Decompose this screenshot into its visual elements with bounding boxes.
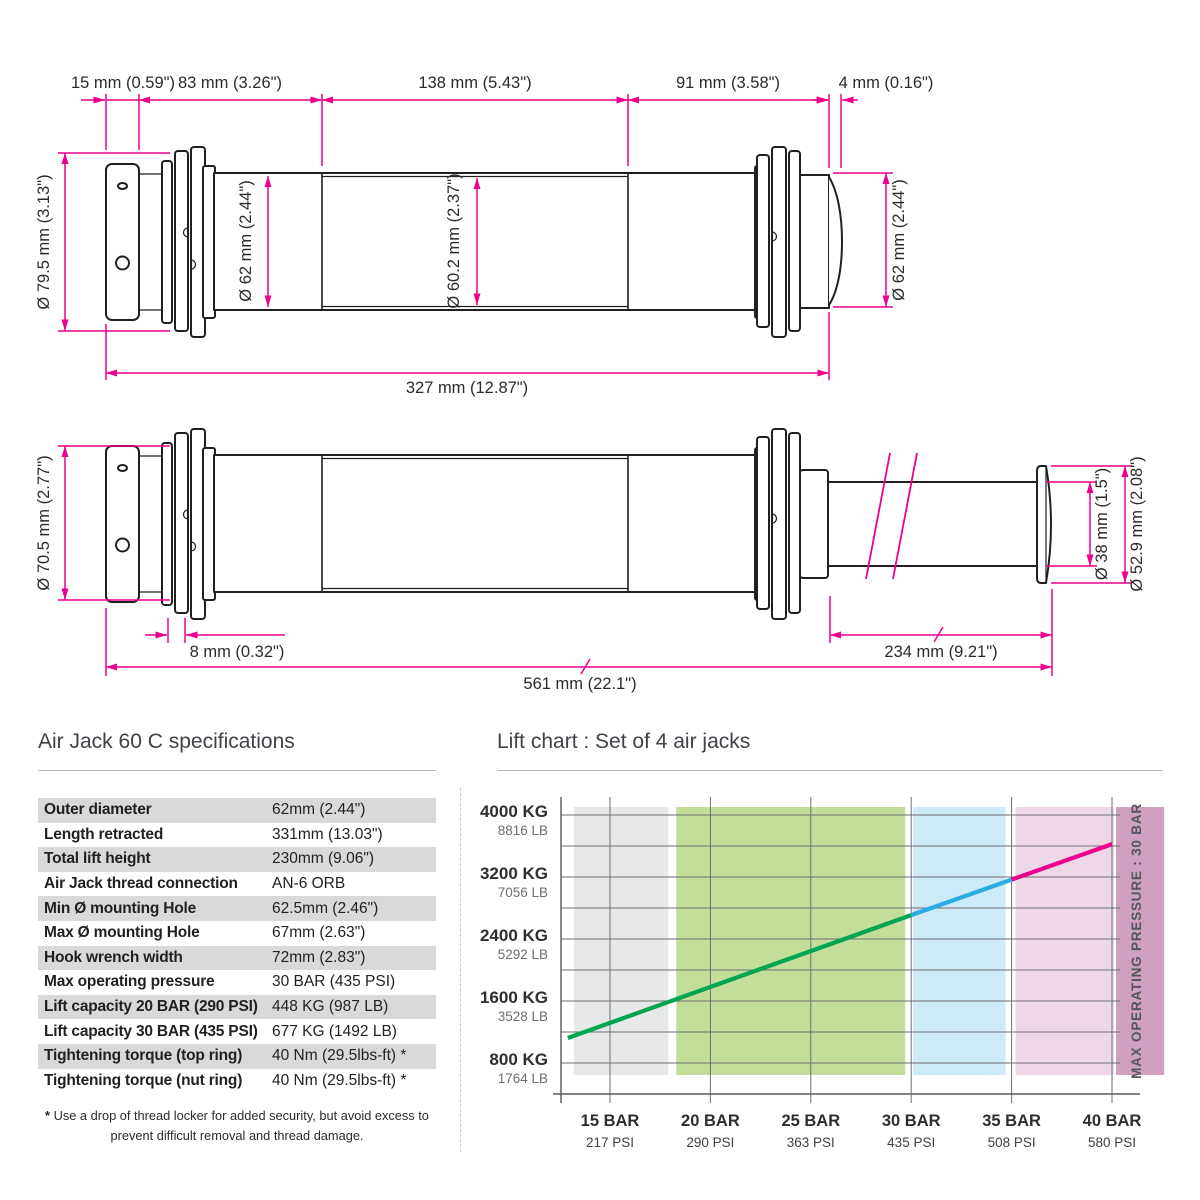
- xtick-psi-label: 508 PSI: [987, 1135, 1036, 1150]
- spec-label: Lift capacity 30 BAR (435 PSI): [44, 1022, 258, 1040]
- spec-value: AN-6 ORB: [272, 875, 346, 893]
- foot-plate: [106, 164, 139, 320]
- cylinder-body: [214, 173, 757, 310]
- ytick-lb-label: 5292 LB: [497, 947, 548, 962]
- ytick-lb-label: 8816 LB: [497, 823, 548, 838]
- spec-label: Total lift height: [44, 850, 151, 868]
- max-operating-pressure-label: MAX OPERATING PRESSURE : 30 BAR: [1129, 803, 1144, 1079]
- plate-hole: [116, 257, 129, 270]
- dim-label-138mm: 138 mm (5.43"): [418, 74, 532, 92]
- break-line: [866, 453, 890, 579]
- spec-label: Hook wrench width: [44, 948, 183, 966]
- spec-label: Lift capacity 20 BAR (290 PSI): [44, 998, 258, 1016]
- ytick-kg-label: 1600 KG: [479, 988, 548, 1007]
- title-divider: [497, 770, 1163, 771]
- pressure-band: [574, 807, 668, 1075]
- spec-label: Min Ø mounting Hole: [44, 899, 197, 917]
- dim-label-dia52: Ø 52.9 mm (2.08"): [1128, 456, 1146, 592]
- table-row: [38, 1069, 436, 1094]
- ytick-lb-label: 3528 LB: [497, 1009, 548, 1024]
- xtick-psi-label: 363 PSI: [786, 1135, 835, 1150]
- footnote-asterisk: *: [45, 1108, 51, 1123]
- ytick-kg-label: 3200 KG: [479, 864, 548, 883]
- rod-gland: [800, 470, 828, 578]
- table-row: [38, 847, 436, 872]
- spec-value: 448 KG (987 LB): [272, 998, 389, 1016]
- dim-label-4mm: 4 mm (0.16"): [838, 74, 934, 92]
- spec-value: 62.5mm (2.46"): [272, 899, 379, 917]
- spec-label: Tightening torque (top ring): [44, 1047, 243, 1065]
- dim-label-561mm: 561 mm (22.1"): [523, 675, 637, 693]
- spec-label: Length retracted: [44, 825, 164, 843]
- specifications-panel: [38, 728, 436, 1093]
- table-row: [38, 896, 436, 921]
- xtick-psi-label: 580 PSI: [1087, 1135, 1137, 1150]
- dim-label-dia38: Ø 38 mm (1.5"): [1093, 467, 1111, 581]
- lift-chart-title: Lift chart : Set of 4 air jacks: [497, 730, 751, 753]
- ytick-kg-label: 800 KG: [489, 1050, 548, 1069]
- table-row: [38, 872, 436, 897]
- spec-label: Max operating pressure: [44, 973, 215, 991]
- spec-value: 331mm (13.03"): [272, 825, 383, 843]
- dim-label-8mm: 8 mm (0.32"): [189, 643, 285, 661]
- spec-value: 62mm (2.44"): [272, 801, 366, 819]
- nut-ring: [175, 433, 188, 613]
- nut-ring: [175, 151, 188, 331]
- dim-label-dia62b: Ø 62 mm (2.44"): [890, 179, 908, 301]
- table-row: [38, 946, 436, 971]
- piston-cap: [800, 175, 829, 308]
- plate-hole: [116, 539, 129, 552]
- ytick-kg-label: 4000 KG: [479, 802, 548, 821]
- dim-label-dia70: Ø 70.5 mm (2.77"): [35, 455, 53, 591]
- footnote-text: Use a drop of thread locker for added security, but avoid excess to prevent difficult removal and thread damage.: [50, 1108, 429, 1143]
- table-row: [38, 1019, 436, 1044]
- ytick-kg-label: 2400 KG: [479, 926, 548, 945]
- spec-value: 30 BAR (435 PSI): [272, 973, 396, 991]
- spec-value: 40 Nm (29.5lbs-ft) *: [272, 1047, 407, 1065]
- cylinder-body: [214, 455, 757, 592]
- retracted-jack-drawing: [106, 147, 842, 337]
- xtick-bar-label: 35 BAR: [982, 1112, 1041, 1130]
- xtick-bar-label: 40 BAR: [1082, 1112, 1142, 1130]
- title-divider: [38, 770, 436, 771]
- spec-label: Max Ø mounting Hole: [44, 924, 200, 942]
- xtick-bar-label: 15 BAR: [580, 1112, 640, 1130]
- spec-value: 67mm (2.63"): [272, 924, 366, 942]
- dim-label-dia79: Ø 79.5 mm (3.13"): [35, 174, 53, 310]
- dim-label-83mm: 83 mm (3.26"): [178, 74, 282, 92]
- piston-dome: [829, 177, 842, 305]
- spec-value: 677 KG (1492 LB): [272, 1022, 397, 1040]
- spec-value: 230mm (9.06"): [272, 850, 374, 868]
- thread-locker-footnote: [36, 1106, 438, 1146]
- table-row: [38, 798, 436, 823]
- dim-label-327mm: 327 mm (12.87"): [405, 379, 529, 397]
- xtick-bar-label: 30 BAR: [881, 1112, 941, 1130]
- ytick-lb-label: 1764 LB: [497, 1071, 548, 1086]
- table-row: [38, 970, 436, 995]
- dim-label-15mm: 15 mm (0.59"): [71, 74, 175, 92]
- spec-label: Tightening torque (nut ring): [44, 1071, 243, 1089]
- specifications-table: [38, 798, 436, 1093]
- xtick-psi-label: 217 PSI: [585, 1135, 635, 1150]
- foot-plate: [106, 446, 139, 602]
- ytick-lb-label: 7056 LB: [497, 885, 548, 900]
- xtick-bar-label: 25 BAR: [781, 1112, 841, 1130]
- table-row: [38, 995, 436, 1020]
- table-row: [38, 823, 436, 848]
- specifications-title: Air Jack 60 C specifications: [38, 730, 295, 753]
- dim-label-dia62a: Ø 62 mm (2.44"): [237, 180, 255, 302]
- break-line: [893, 453, 917, 579]
- pressure-band: [913, 807, 1005, 1075]
- spec-label: Outer diameter: [44, 801, 152, 819]
- dim-label-234mm: 234 mm (9.21"): [884, 643, 998, 661]
- extended-jack-drawing: [106, 429, 1051, 619]
- spec-label: Air Jack thread connection: [44, 875, 238, 893]
- column-separator: [460, 788, 461, 1152]
- xtick-psi-label: 435 PSI: [887, 1135, 936, 1150]
- xtick-psi-label: 290 PSI: [686, 1135, 735, 1150]
- dim-label-91mm: 91 mm (3.58"): [676, 74, 780, 92]
- lift-chart-panel: [497, 728, 1163, 771]
- pressure-bands: [574, 807, 1164, 1075]
- spec-value: 40 Nm (29.5lbs-ft) *: [272, 1071, 407, 1089]
- lift-chart: [470, 778, 1194, 1178]
- xtick-bar-label: 20 BAR: [681, 1112, 740, 1130]
- spec-value: 72mm (2.83"): [272, 948, 366, 966]
- table-row: [38, 921, 436, 946]
- dim-label-dia60: Ø 60.2 mm (2.37"): [445, 173, 463, 309]
- table-row: [38, 1044, 436, 1069]
